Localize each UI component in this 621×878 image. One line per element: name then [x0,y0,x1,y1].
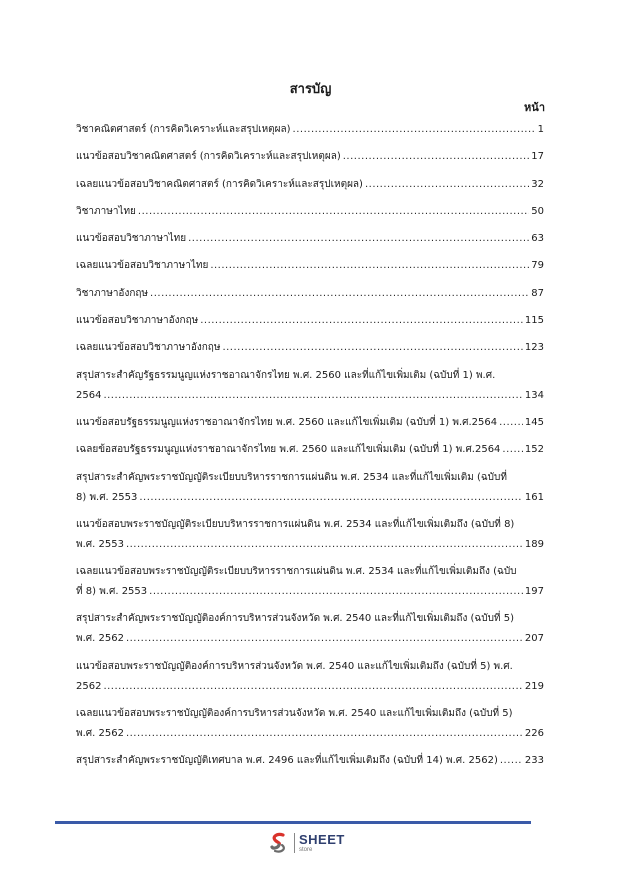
table-of-contents [76,120,544,779]
dot-leader [499,413,523,433]
toc-entry-title: เฉลยแนวข้อสอบวิชาภาษาไทย [76,260,209,272]
toc-entry-title: เฉลยแนวข้อสอบพระราชบัญญัติระเบียบบริหารราชการแผ่นดิน พ.ศ. 2534 และที่แก้ไขเพิ่มเติมถึง (ฉบับ [76,566,517,578]
toc-page-number: 1 [537,124,544,135]
dot-leader [149,582,523,602]
toc-entry-title: เฉลยแนวข้อสอบวิชาคณิตศาสตร์ (การคิดวิเคราะห์และสรุปเหตุผล) [76,178,363,190]
dot-leader [210,256,529,276]
logo-brand-text: SHEET [299,832,345,847]
toc-page-number: 226 [524,728,544,740]
toc-entry[interactable] [76,657,544,697]
toc-page-number: 152 [524,444,544,456]
toc-entry[interactable] [76,202,544,222]
sheet-store-logo [268,832,345,854]
toc-entry-title: แนวข้อสอบรัฐธรรมนูญแห่งราชอาณาจักรไทย พ.ศ. 2560 และแก้ไขเพิ่มเติม (ฉบับที่ 1) พ.ศ.2564 [76,416,498,428]
toc-entry-title: วิชาภาษาอังกฤษ [76,287,149,299]
dot-leader [365,175,529,195]
toc-entry-title: วิชาภาษาไทย [76,205,136,217]
logo-s-icon [268,832,290,854]
toc-entry-title: พ.ศ. 2562 [76,728,124,740]
toc-page-number: 197 [524,586,544,598]
dot-leader [126,535,523,555]
toc-entry[interactable] [76,751,544,771]
toc-entry[interactable] [76,704,544,744]
dot-leader [139,488,523,508]
toc-entry-title: พ.ศ. 2553 [76,538,124,550]
toc-entry-title: สรุปสาระสำคัญพระราชบัญญัติเทศบาล พ.ศ. 2496 และที่แก้ไขเพิ่มเติมถึง (ฉบับที่ 14) พ.ศ. 2562) [76,755,498,767]
toc-page-number: 219 [524,680,544,692]
toc-entry-title: วิชาคณิตศาสตร์ (การคิดวิเคราะห์และสรุปเหตุผล) [76,124,291,135]
toc-entry[interactable] [76,440,544,460]
toc-entry[interactable] [76,562,544,602]
toc-entry-title: แนวข้อสอบวิชาภาษาอังกฤษ [76,315,199,327]
toc-entry-title: 2562 [76,680,102,692]
toc-entry-title: แนวข้อสอบวิชาภาษาไทย [76,233,187,245]
toc-entry[interactable] [76,366,544,406]
page-title: สารบัญ [289,82,332,97]
toc-entry-title: เฉลยแนวข้อสอบวิชาภาษาอังกฤษ [76,342,221,354]
toc-page-number: 145 [524,416,544,428]
toc-entry[interactable] [76,311,544,331]
toc-entry[interactable] [76,229,544,249]
toc-entry-title: แนวข้อสอบพระราชบัญญัติระเบียบบริหารราชการแผ่นดิน พ.ศ. 2534 และที่แก้ไขเพิ่มเติมถึง (ฉบับที่ 8) [76,518,515,530]
toc-entry[interactable] [76,468,544,508]
dot-leader [188,229,529,249]
toc-page-number: 50 [531,205,544,217]
toc-entry-title: 8) พ.ศ. 2553 [76,491,138,503]
toc-page-number: 63 [531,233,544,245]
dot-leader [103,677,522,697]
toc-entry-title: แนวข้อสอบพระราชบัญญัติองค์การบริหารส่วนจังหวัด พ.ศ. 2540 และแก้ไขเพิ่มเติมถึง (ฉบับที่ 5) พ.ศ. [76,660,513,672]
dot-leader [126,629,523,649]
toc-entry-title: แนวข้อสอบวิชาคณิตศาสตร์ (การคิดวิเคราะห์และสรุปเหตุผล) [76,151,341,163]
toc-entry[interactable] [76,175,544,195]
toc-entry[interactable] [76,147,544,167]
logo-sub-text: store [299,847,313,853]
toc-page-number: 17 [531,151,544,163]
toc-entry-title: สรุปสาระสำคัญรัฐธรรมนูญแห่งราชอาณาจักรไทย พ.ศ. 2560 และที่แก้ไขเพิ่มเติม (ฉบับที่ 1) พ.ศ. [76,369,496,381]
toc-entry-title: สรุปสาระสำคัญพระราชบัญญัติระเบียบบริหารราชการแผ่นดิน พ.ศ. 2534 และที่แก้ไขเพิ่มเติม (ฉบับที่ [76,471,507,483]
toc-page-number: 32 [531,178,544,190]
dot-leader [126,724,523,744]
toc-entry-title: ที่ 8) พ.ศ. 2553 [76,586,148,598]
toc-entry[interactable] [76,284,544,304]
toc-entry-title: สรุปสาระสำคัญพระราชบัญญัติองค์การบริหารส่วนจังหวัด พ.ศ. 2540 และที่แก้ไขเพิ่มเติมถึง (ฉบับที่ 5) [76,613,514,625]
toc-entry-title: เฉลยข้อสอบรัฐธรรมนูญแห่งราชอาณาจักรไทย พ.ศ. 2560 และแก้ไขเพิ่มเติม (ฉบับที่ 1) พ.ศ.2564 [76,444,501,456]
dot-leader [222,338,522,358]
toc-entry[interactable] [76,515,544,555]
dot-leader [138,202,529,222]
toc-entry[interactable] [76,120,544,140]
page-column-header: หน้า [524,101,545,114]
toc-page-number: 134 [524,389,544,401]
dot-leader [343,147,530,167]
toc-page-number: 123 [524,342,544,354]
toc-page-number: 79 [531,260,544,272]
toc-entry[interactable] [76,256,544,276]
toc-page-number: 87 [531,287,544,299]
dot-leader [293,120,536,140]
toc-page-number: 189 [524,538,544,550]
dot-leader [103,386,522,406]
toc-entry-title: เฉลยแนวข้อสอบพระราชบัญญัติองค์การบริหารส่วนจังหวัด พ.ศ. 2540 และแก้ไขเพิ่มเติมถึง (ฉบับที่ 5) [76,708,513,720]
dot-leader [502,440,522,460]
dot-leader [200,311,523,331]
toc-page-number: 161 [524,491,544,503]
dot-leader [150,284,529,304]
dot-leader [500,751,523,771]
footer-divider [55,821,531,824]
toc-entry[interactable] [76,609,544,649]
toc-entry[interactable] [76,338,544,358]
toc-entry[interactable] [76,413,544,433]
toc-entry-title: 2564 [76,389,102,401]
toc-page-number: 233 [524,755,544,767]
toc-page-number: 115 [524,315,544,327]
toc-entry-title: พ.ศ. 2562 [76,633,124,645]
toc-page-number: 207 [524,633,544,645]
